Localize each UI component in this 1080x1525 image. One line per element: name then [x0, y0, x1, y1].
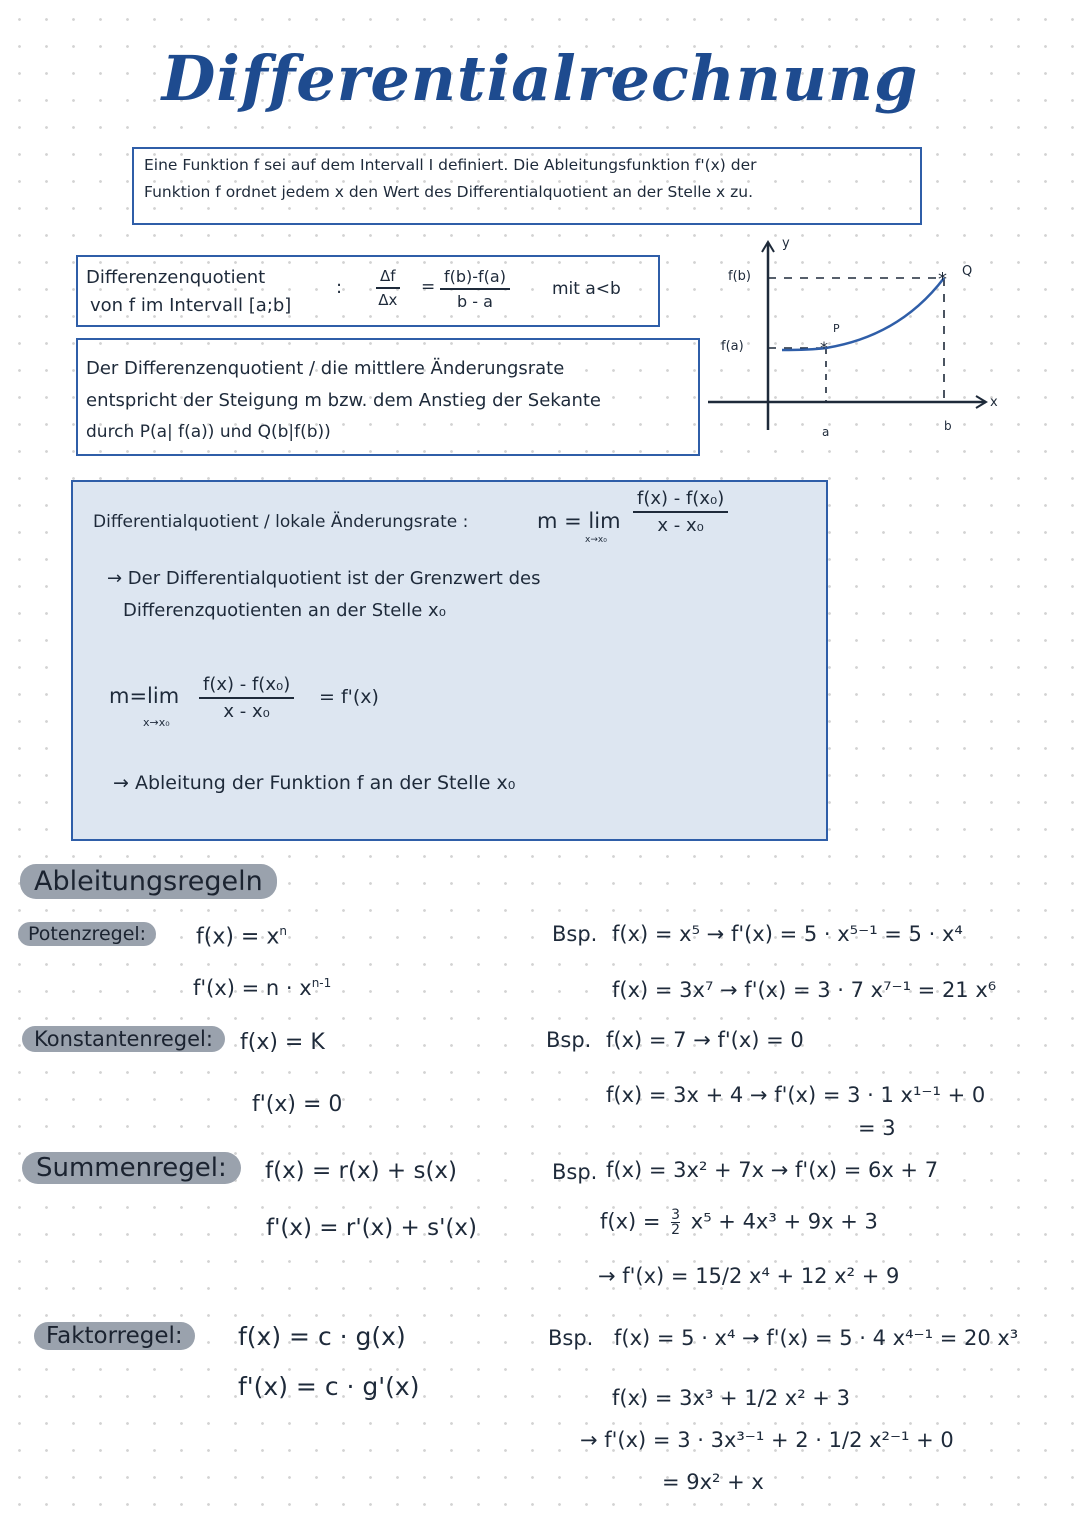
- example-summe-2-pre: f(x) =: [600, 1209, 661, 1234]
- bsp-potenz-label: Bsp.: [552, 922, 598, 946]
- graph-y-label: y: [782, 236, 790, 251]
- dq-equals: =: [421, 277, 436, 297]
- example-potenz-1: f(x) = x⁵ → f'(x) = 5 · x⁵⁻¹ = 5 · x⁴: [612, 922, 963, 946]
- graph-p-label: P: [833, 322, 840, 335]
- potenzregel-f: [196, 924, 287, 949]
- dfq-ableitung: → Ableitung der Funktion f an der Stelle x₀: [113, 772, 516, 794]
- graph-x-label: x: [990, 395, 998, 410]
- dfq-lim-subscript: x→x₀: [585, 535, 607, 545]
- dfq-label: Differentialquotient / lokale Änderungsrate :: [93, 512, 469, 532]
- potenzregel-label: Potenzregel:: [18, 922, 156, 946]
- dq-colon: :: [336, 277, 343, 298]
- secant-line-1: Der Differenzenquotient / die mittlere Änderungsrate: [86, 358, 565, 379]
- example-konstant-3: = 3: [858, 1116, 896, 1140]
- bsp-summe-label: Bsp.: [552, 1160, 598, 1184]
- example-summe-2-post: x⁵ + 4x³ + 9x + 3: [690, 1209, 878, 1234]
- difference-quotient-box: [76, 255, 660, 327]
- dq-label-2: von f im Intervall [a;b]: [90, 295, 292, 316]
- page-title: Differentialrechnung: [161, 42, 919, 115]
- summenregel-label: Summenregel:: [22, 1152, 241, 1184]
- bsp-faktor-label: Bsp.: [548, 1326, 594, 1350]
- konstantenregel-label: Konstantenregel:: [22, 1026, 225, 1052]
- dfq-equals-fprime: = f'(x): [319, 686, 379, 708]
- faktorregel-label: Faktorregel:: [34, 1322, 195, 1350]
- dfq-numerator-2: f(x) - f(x₀): [199, 674, 294, 699]
- dq-delta-f: Δf: [376, 267, 400, 289]
- secant-graph: [700, 232, 1000, 447]
- function-curve: [782, 278, 944, 350]
- dfq-denominator-2: x - x₀: [223, 701, 270, 722]
- dfq-denominator: x - x₀: [657, 515, 704, 536]
- example-faktor-3: → f'(x) = 3 · 3x³⁻¹ + 2 · 1/2 x²⁻¹ + 0: [580, 1428, 954, 1452]
- dfq-m-lim-2: m=lim: [109, 684, 180, 708]
- dfq-arrow-line-2: Differenzquotienten an der Stelle x₀: [123, 600, 446, 621]
- example-summe-3: → f'(x) = 15/2 x⁴ + 12 x² + 9: [598, 1264, 900, 1288]
- definition-line-1: Eine Funktion f sei auf dem Intervall I definiert. Die Ableitungsfunktion f'(x) der: [144, 156, 757, 174]
- potenzregel-f-exp: n: [279, 924, 287, 938]
- faktorregel-fp: f'(x) = c · g'(x): [238, 1372, 420, 1401]
- graph-fb-label: f(b): [728, 269, 751, 284]
- dfq-lim-subscript-2: x→x₀: [143, 716, 170, 729]
- example-summe-2-frac-num: 3: [671, 1207, 681, 1223]
- graph-q-label: Q: [962, 264, 973, 279]
- dq-delta-x: Δx: [378, 291, 398, 309]
- dq-delta-fraction: [376, 267, 400, 309]
- potenzregel-fp: [193, 976, 331, 1000]
- point-q-mark: *: [938, 269, 947, 290]
- rules-heading: Ableitungsregeln: [20, 864, 277, 899]
- graph-a-label: a: [822, 425, 830, 439]
- potenzregel-f-text: f(x) = x: [196, 924, 280, 950]
- example-potenz-2: f(x) = 3x⁷ → f'(x) = 3 · 7 x⁷⁻¹ = 21 x⁶: [612, 978, 997, 1002]
- dfq-m-lim: m = lim: [537, 509, 621, 533]
- dfq-arrow-line-1: → Der Differentialquotient ist der Grenzwert des: [107, 568, 541, 589]
- dfq-fraction-2: [199, 674, 294, 722]
- dq-fraction: [440, 267, 510, 311]
- graph-fa-label: f(a): [721, 339, 744, 354]
- secant-box: [76, 338, 700, 456]
- example-konstant-2: f(x) = 3x + 4 → f'(x) = 3 · 1 x¹⁻¹ + 0: [606, 1083, 986, 1107]
- secant-line-2: entspricht der Steigung m bzw. dem Anstieg der Sekante: [86, 390, 601, 411]
- definition-box: [132, 147, 922, 225]
- secant-line-3: durch P(a| f(a)) und Q(b|f(b)): [86, 422, 331, 442]
- dq-numerator: f(b)-f(a): [440, 267, 510, 290]
- example-konstant-1: f(x) = 7 → f'(x) = 0: [606, 1028, 804, 1052]
- potenzregel-fp-exp: n-1: [311, 976, 332, 990]
- dfq-fraction: [633, 488, 728, 536]
- example-faktor-1: f(x) = 5 · x⁴ → f'(x) = 5 · 4 x⁴⁻¹ = 20 x³: [614, 1326, 1019, 1350]
- definition-line-2: Funktion f ordnet jedem x den Wert des Differentialquotient an der Stelle x zu.: [144, 183, 754, 201]
- potenzregel-fp-text: f'(x) = n · x: [193, 976, 312, 1000]
- example-summe-1: f(x) = 3x² + 7x → f'(x) = 6x + 7: [606, 1158, 939, 1182]
- konstantenregel-fp: f'(x) = 0: [252, 1092, 343, 1117]
- konstantenregel-f: f(x) = K: [240, 1030, 325, 1055]
- example-faktor-4: = 9x² + x: [662, 1470, 764, 1494]
- faktorregel-f: f(x) = c · g(x): [238, 1322, 406, 1351]
- dfq-numerator: f(x) - f(x₀): [633, 488, 728, 513]
- summenregel-fp: f'(x) = r'(x) + s'(x): [266, 1215, 477, 1241]
- example-summe-2: [600, 1208, 878, 1237]
- example-summe-2-frac-den: 2: [671, 1222, 681, 1238]
- point-p-mark: *: [820, 338, 828, 357]
- dq-label-1: Differenzenquotient: [86, 267, 266, 288]
- differential-quotient-box: [71, 480, 828, 841]
- bsp-konstant-label: Bsp.: [546, 1028, 592, 1052]
- dq-denominator: b - a: [457, 292, 493, 311]
- graph-b-label: b: [944, 419, 952, 433]
- example-faktor-2: f(x) = 3x³ + 1/2 x² + 3: [612, 1386, 850, 1410]
- summenregel-f: f(x) = r(x) + s(x): [265, 1158, 457, 1184]
- dq-condition: mit a<b: [552, 279, 621, 299]
